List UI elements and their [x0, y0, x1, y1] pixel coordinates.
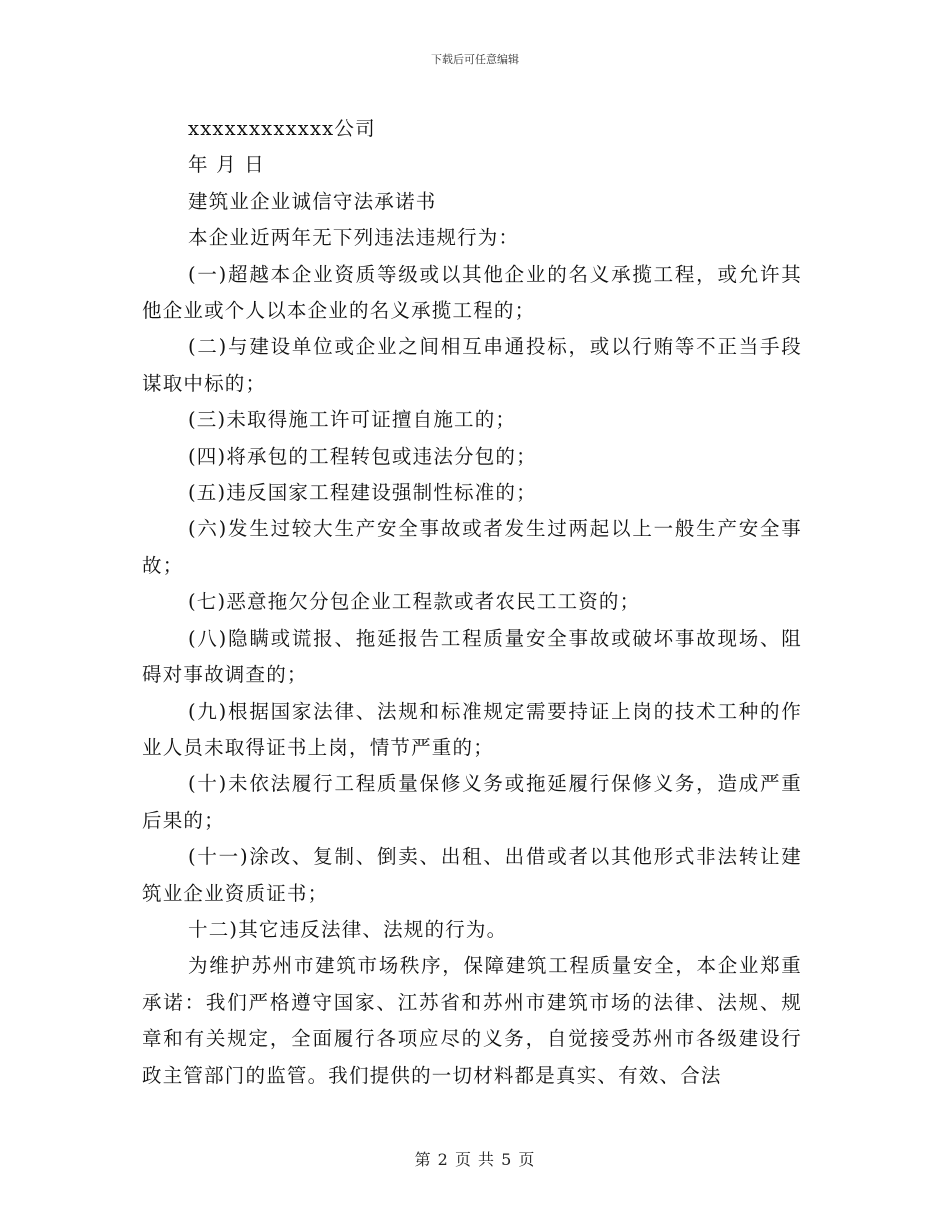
list-item-6: (六)发生过较大生产安全事故或者发生过两起以上一般生产安全事故；: [142, 517, 802, 577]
list-item-5: (五)违反国家工程建设强制性标准的；: [188, 481, 537, 505]
page-header-note: 下载后可任意编辑: [431, 53, 519, 66]
commitment-paragraph: 为维护苏州市建筑市场秩序，保障建筑工程质量安全，本企业郑重承诺：我们严格遵守国家、江苏省和苏州市建筑市场的法律、法规、规章和有关规定，全面履行各项应尽的义务，自觉接受苏州市各级建设行政主管部门的监管。我们提供的一切材料都是真实、有效、合法: [142, 954, 802, 1087]
list-item-10: (十)未依法履行工程质量保修义务或拖延履行保修义务，造成严重后果的；: [142, 772, 802, 832]
list-item-2: (二)与建设单位或企业之间相互串通投标，或以行贿等不正当手段谋取中标的；: [142, 335, 802, 395]
page-number-footer: 第 2 页 共 5 页: [414, 1150, 536, 1169]
list-item-9: (九)根据国家法律、法规和标准规定需要持证上岗的技术工种的作业人员未取得证书上岗，情节严重的；: [142, 699, 802, 759]
list-item-3: (三)未取得施工许可证擅自施工的；: [188, 408, 517, 432]
list-item-8: (八)隐瞒或谎报、拖延报告工程质量安全事故或破坏事故现场、阻碍对事故调查的；: [142, 626, 802, 687]
list-item-4: (四)将承包的工程转包或违法分包的；: [188, 444, 537, 468]
document-body: [142, 111, 802, 1094]
company-name: xxxxxxxxxxxx公司: [188, 117, 376, 140]
list-item-11: (十一)涂改、复制、倒卖、出租、出借或者以其他形式非法转让建筑业企业资质证书；: [142, 845, 802, 905]
document-title: 建筑业企业诚信守法承诺书: [188, 189, 437, 213]
list-item-12: 十二)其它违反法律、法规的行为。: [188, 917, 508, 941]
intro-paragraph: 本企业近两年无下列违法违规行为：: [188, 226, 520, 250]
list-item-1: (一)超越本企业资质等级或以其他企业的名义承揽工程，或允许其他企业或个人以本企业的名义承揽工程的；: [142, 262, 802, 323]
date-line: 年 月 日: [188, 153, 265, 177]
list-item-7: (七)恶意拖欠分包企业工程款或者农民工工资的；: [188, 590, 641, 614]
